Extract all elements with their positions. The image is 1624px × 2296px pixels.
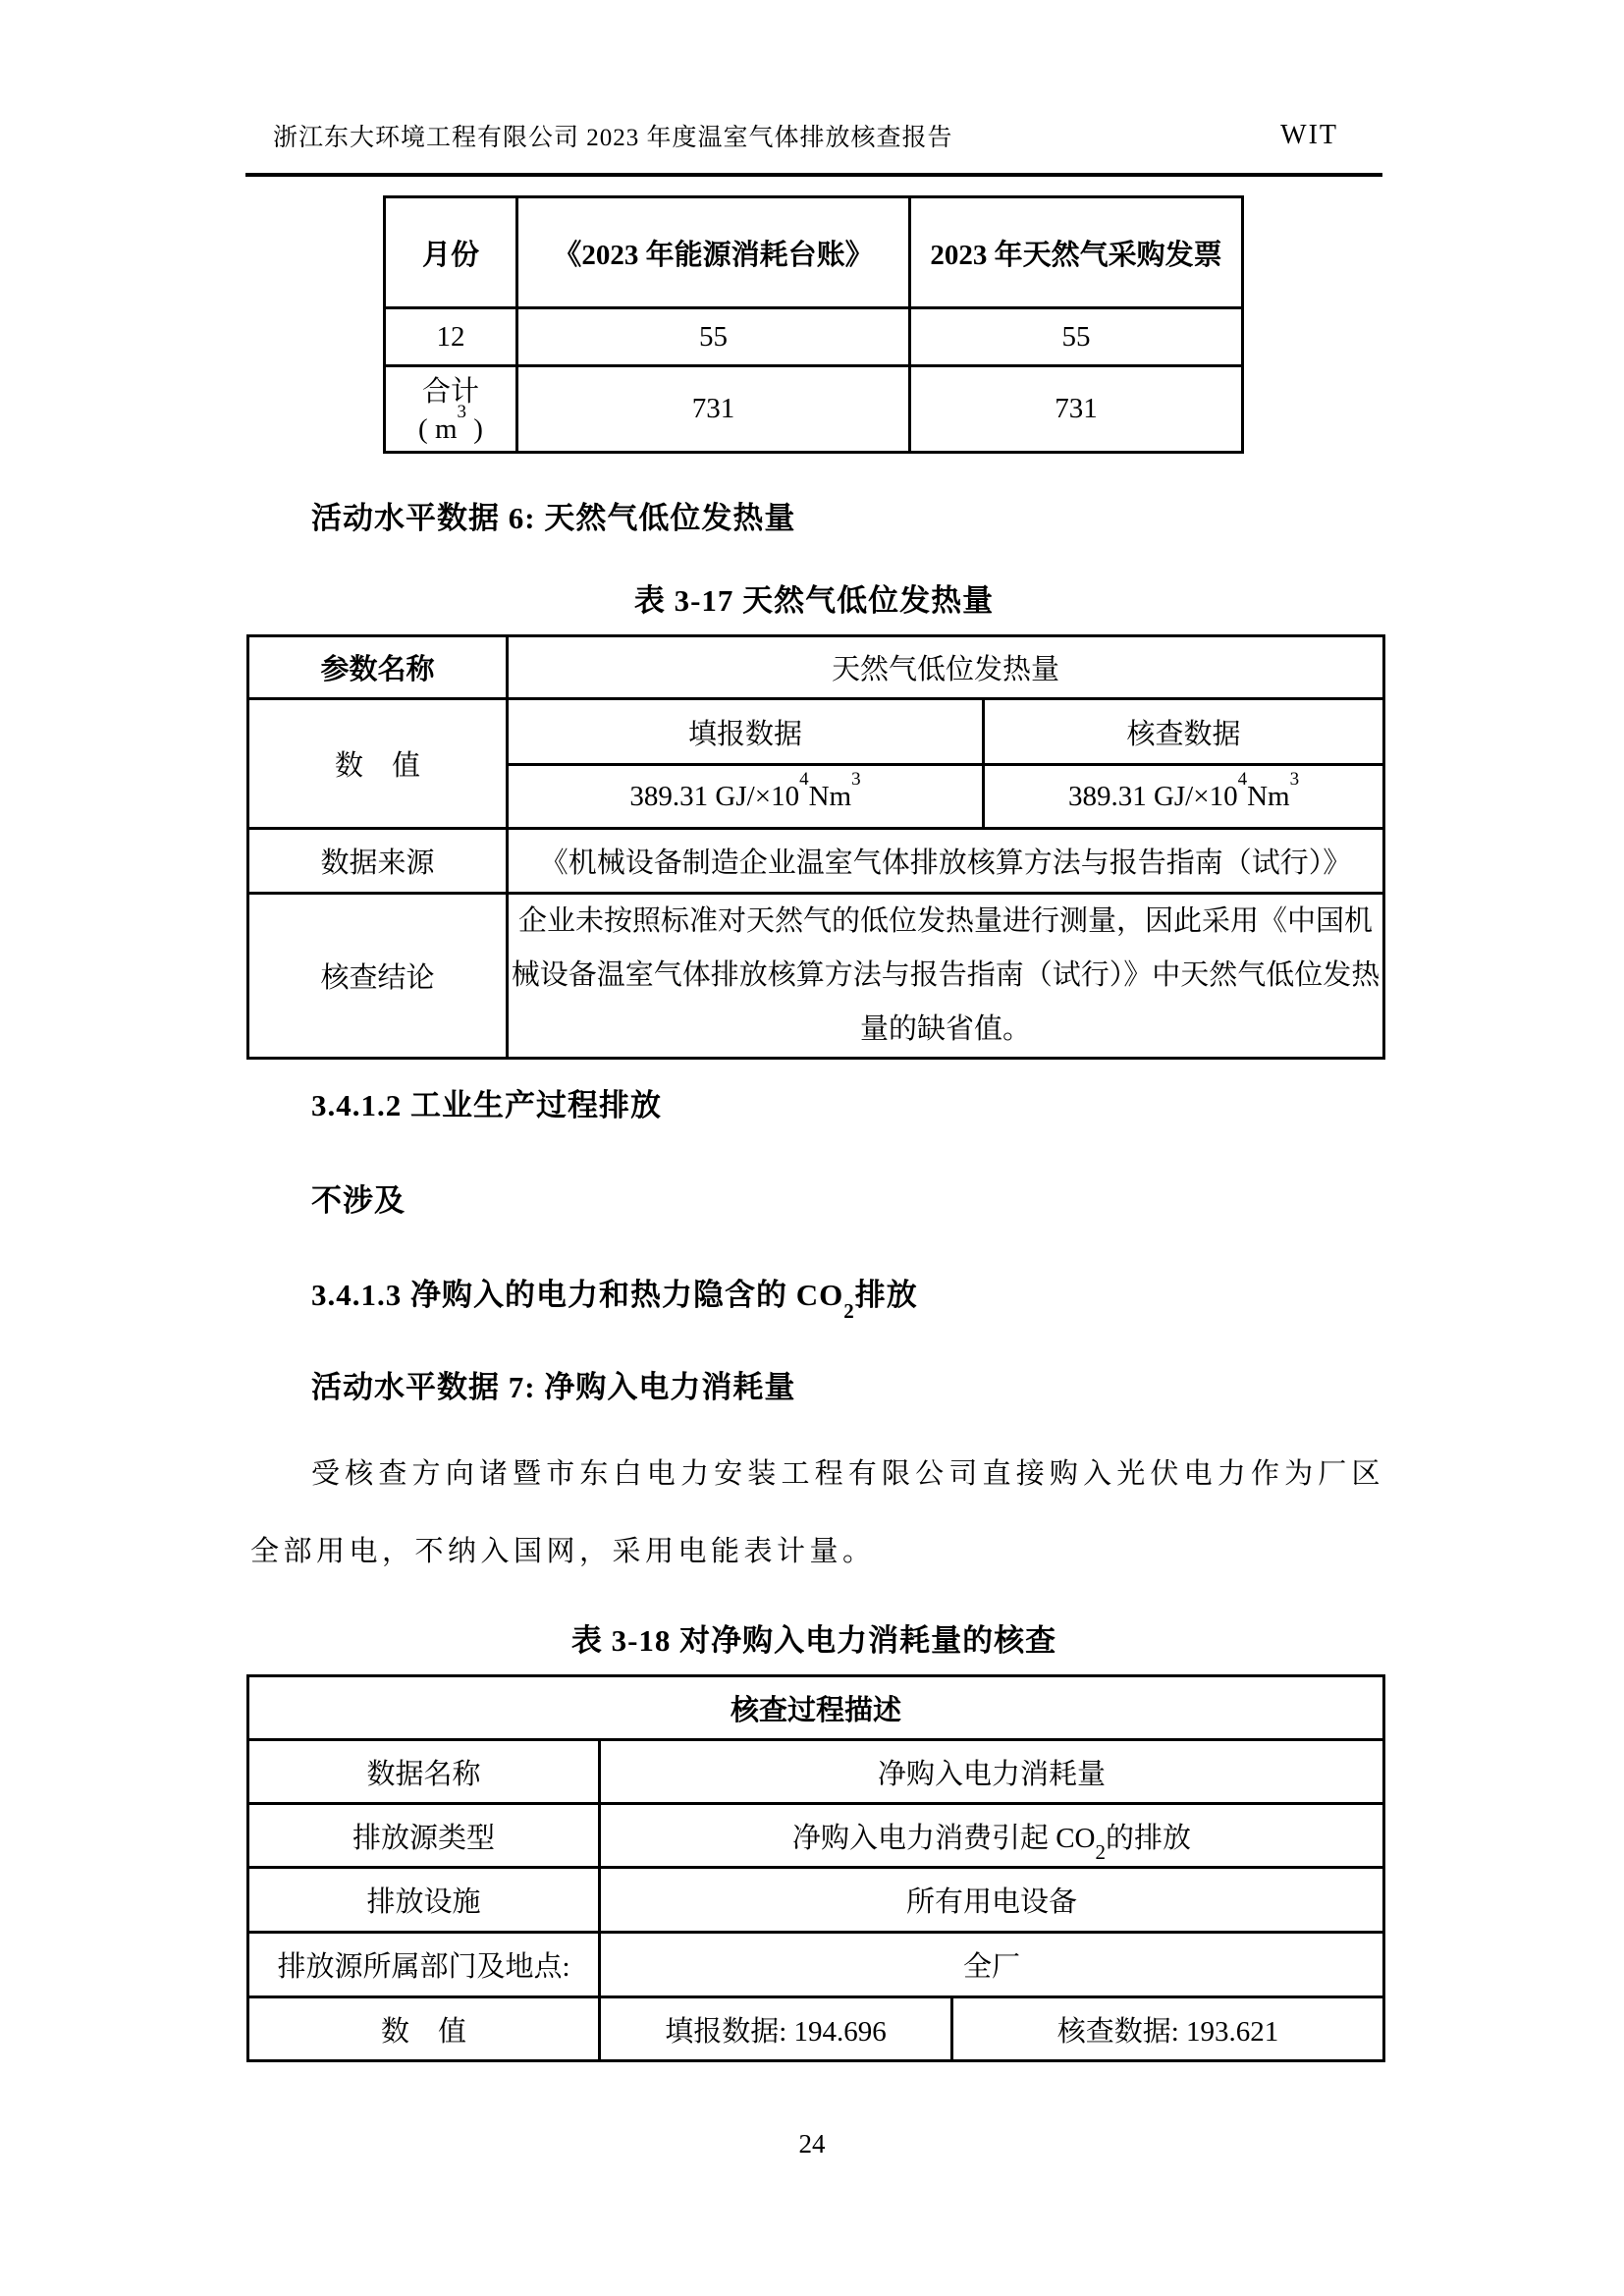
gas-consumption-table [383, 195, 1244, 454]
body-paragraph: 受核查方向诸暨市东白电力安装工程有限公司直接购入光伏电力作为厂区全部用电，不纳入国网，采用电能表计量。 [250, 1458, 1384, 1567]
filled-value-base: 389.31 GJ/×10 [629, 780, 800, 812]
table-row-december [385, 308, 1243, 366]
brand-mark: WIT [1280, 120, 1338, 150]
filled-label-cell: 填报数据 [508, 699, 984, 765]
conclusion-value-cell: 企业未按照标准对天然气的低位发热量进行测量，因此采用《中国机械设备温室气体排放核算方法与报告指南（试行）》中天然气低位发热量的缺省值。 [508, 894, 1384, 1059]
conclusion-label-cell: 核查结论 [248, 894, 508, 1059]
data-name-label-cell: 数据名称 [248, 1740, 600, 1804]
data-name-value-cell: 净购入电力消耗量 [600, 1740, 1384, 1804]
process-header-row [248, 1676, 1384, 1740]
table-3-17-caption: 表 3-17 天然气低位发热量 [633, 583, 995, 618]
param-value-cell: 天然气低位发热量 [508, 636, 1384, 699]
col-header-ledger: 《2023 年能源消耗台账》 [517, 197, 910, 308]
numeric-verified-cell: 核查数据: 193.621 [952, 1997, 1384, 2061]
co2-subscript-2: 2 [1095, 1840, 1107, 1865]
source-type-label-cell: 排放源类型 [248, 1804, 600, 1868]
unit-pre: ( m [418, 412, 458, 445]
exponent-4: 4 [799, 768, 809, 790]
facility-row [248, 1868, 1384, 1933]
invoice-value-cell: 55 [910, 308, 1243, 366]
value-label-cell: 数 值 [248, 699, 508, 829]
month-cell: 12 [385, 308, 517, 366]
col-header-invoice: 2023 年天然气采购发票 [910, 197, 1243, 308]
numeric-filled-cell: 填报数据: 194.696 [600, 1997, 952, 2061]
not-involved-text: 不涉及 [311, 1183, 406, 1218]
report-title: 浙江东大环境工程有限公司 2023 年度温室气体排放核查报告 [273, 125, 953, 151]
col-header-month: 月份 [385, 197, 517, 308]
verified-value-unit: Nm [1247, 780, 1290, 812]
total-label-cell [385, 366, 517, 453]
exponent-4b: 4 [1237, 768, 1248, 790]
conclusion-row [248, 894, 1384, 1059]
department-row [248, 1933, 1384, 1997]
exponent-3b: 3 [1289, 768, 1300, 790]
source-label-cell: 数据来源 [248, 829, 508, 894]
unit-post: ) [466, 412, 483, 445]
table-3-18 [246, 1674, 1385, 2062]
param-row [248, 636, 1384, 699]
total-invoice-cell: 731 [910, 366, 1243, 453]
numeric-label-cell: 数 值 [248, 1997, 600, 2061]
total-label: 合计 [421, 375, 479, 408]
value-header-row [248, 699, 1384, 765]
table-header-row [385, 197, 1243, 308]
source-value-cell: 《机械设备制造企业温室气体排放核算方法与报告指南（试行）》 [508, 829, 1384, 894]
table-3-17 [246, 634, 1385, 1060]
filled-value-cell [508, 765, 984, 829]
param-label-cell: 参数名称 [248, 636, 508, 699]
filled-value-unit: Nm [808, 780, 852, 812]
verified-value-cell [984, 765, 1384, 829]
facility-value-cell: 所有用电设备 [600, 1868, 1384, 1933]
ledger-value-cell: 55 [517, 308, 910, 366]
unit-superscript: 3 [457, 401, 467, 422]
co2-subscript: 2 [843, 1299, 855, 1324]
page-number: 24 [798, 2129, 826, 2159]
department-value-cell: 全厂 [600, 1933, 1384, 1997]
total-unit [386, 401, 515, 447]
section-3413-heading [311, 1270, 918, 1324]
activity-data-7-heading: 活动水平数据 7: 净购入电力消耗量 [311, 1370, 796, 1404]
heading-post: 排放 [854, 1278, 918, 1312]
exponent-3: 3 [851, 768, 861, 790]
department-label-cell: 排放源所属部门及地点: [248, 1933, 600, 1997]
source-type-value-cell [600, 1804, 1384, 1868]
type-pre: 净购入电力消费引起 CO [791, 1822, 1096, 1854]
heading-pre: 3.4.1.3 净购入的电力和热力隐含的 CO [311, 1278, 844, 1312]
section-3412-heading: 3.4.1.2 工业生产过程排放 [311, 1088, 662, 1122]
data-name-row [248, 1740, 1384, 1804]
facility-label-cell: 排放设施 [248, 1868, 600, 1933]
type-post: 的排放 [1106, 1822, 1192, 1854]
table-3-18-caption: 表 3-18 对净购入电力消耗量的核查 [570, 1623, 1057, 1658]
activity-data-6-heading: 活动水平数据 6: 天然气低位发热量 [311, 501, 796, 535]
total-ledger-cell: 731 [517, 366, 910, 453]
verified-value-base: 389.31 GJ/×10 [1067, 780, 1238, 812]
table-row-total [385, 366, 1243, 453]
source-type-row [248, 1804, 1384, 1868]
page-header [245, 118, 1382, 153]
header-rule [245, 173, 1382, 177]
process-header-cell: 核查过程描述 [248, 1676, 1384, 1740]
verified-label-cell: 核查数据 [984, 699, 1384, 765]
numeric-row [248, 1997, 1384, 2061]
source-row [248, 829, 1384, 894]
